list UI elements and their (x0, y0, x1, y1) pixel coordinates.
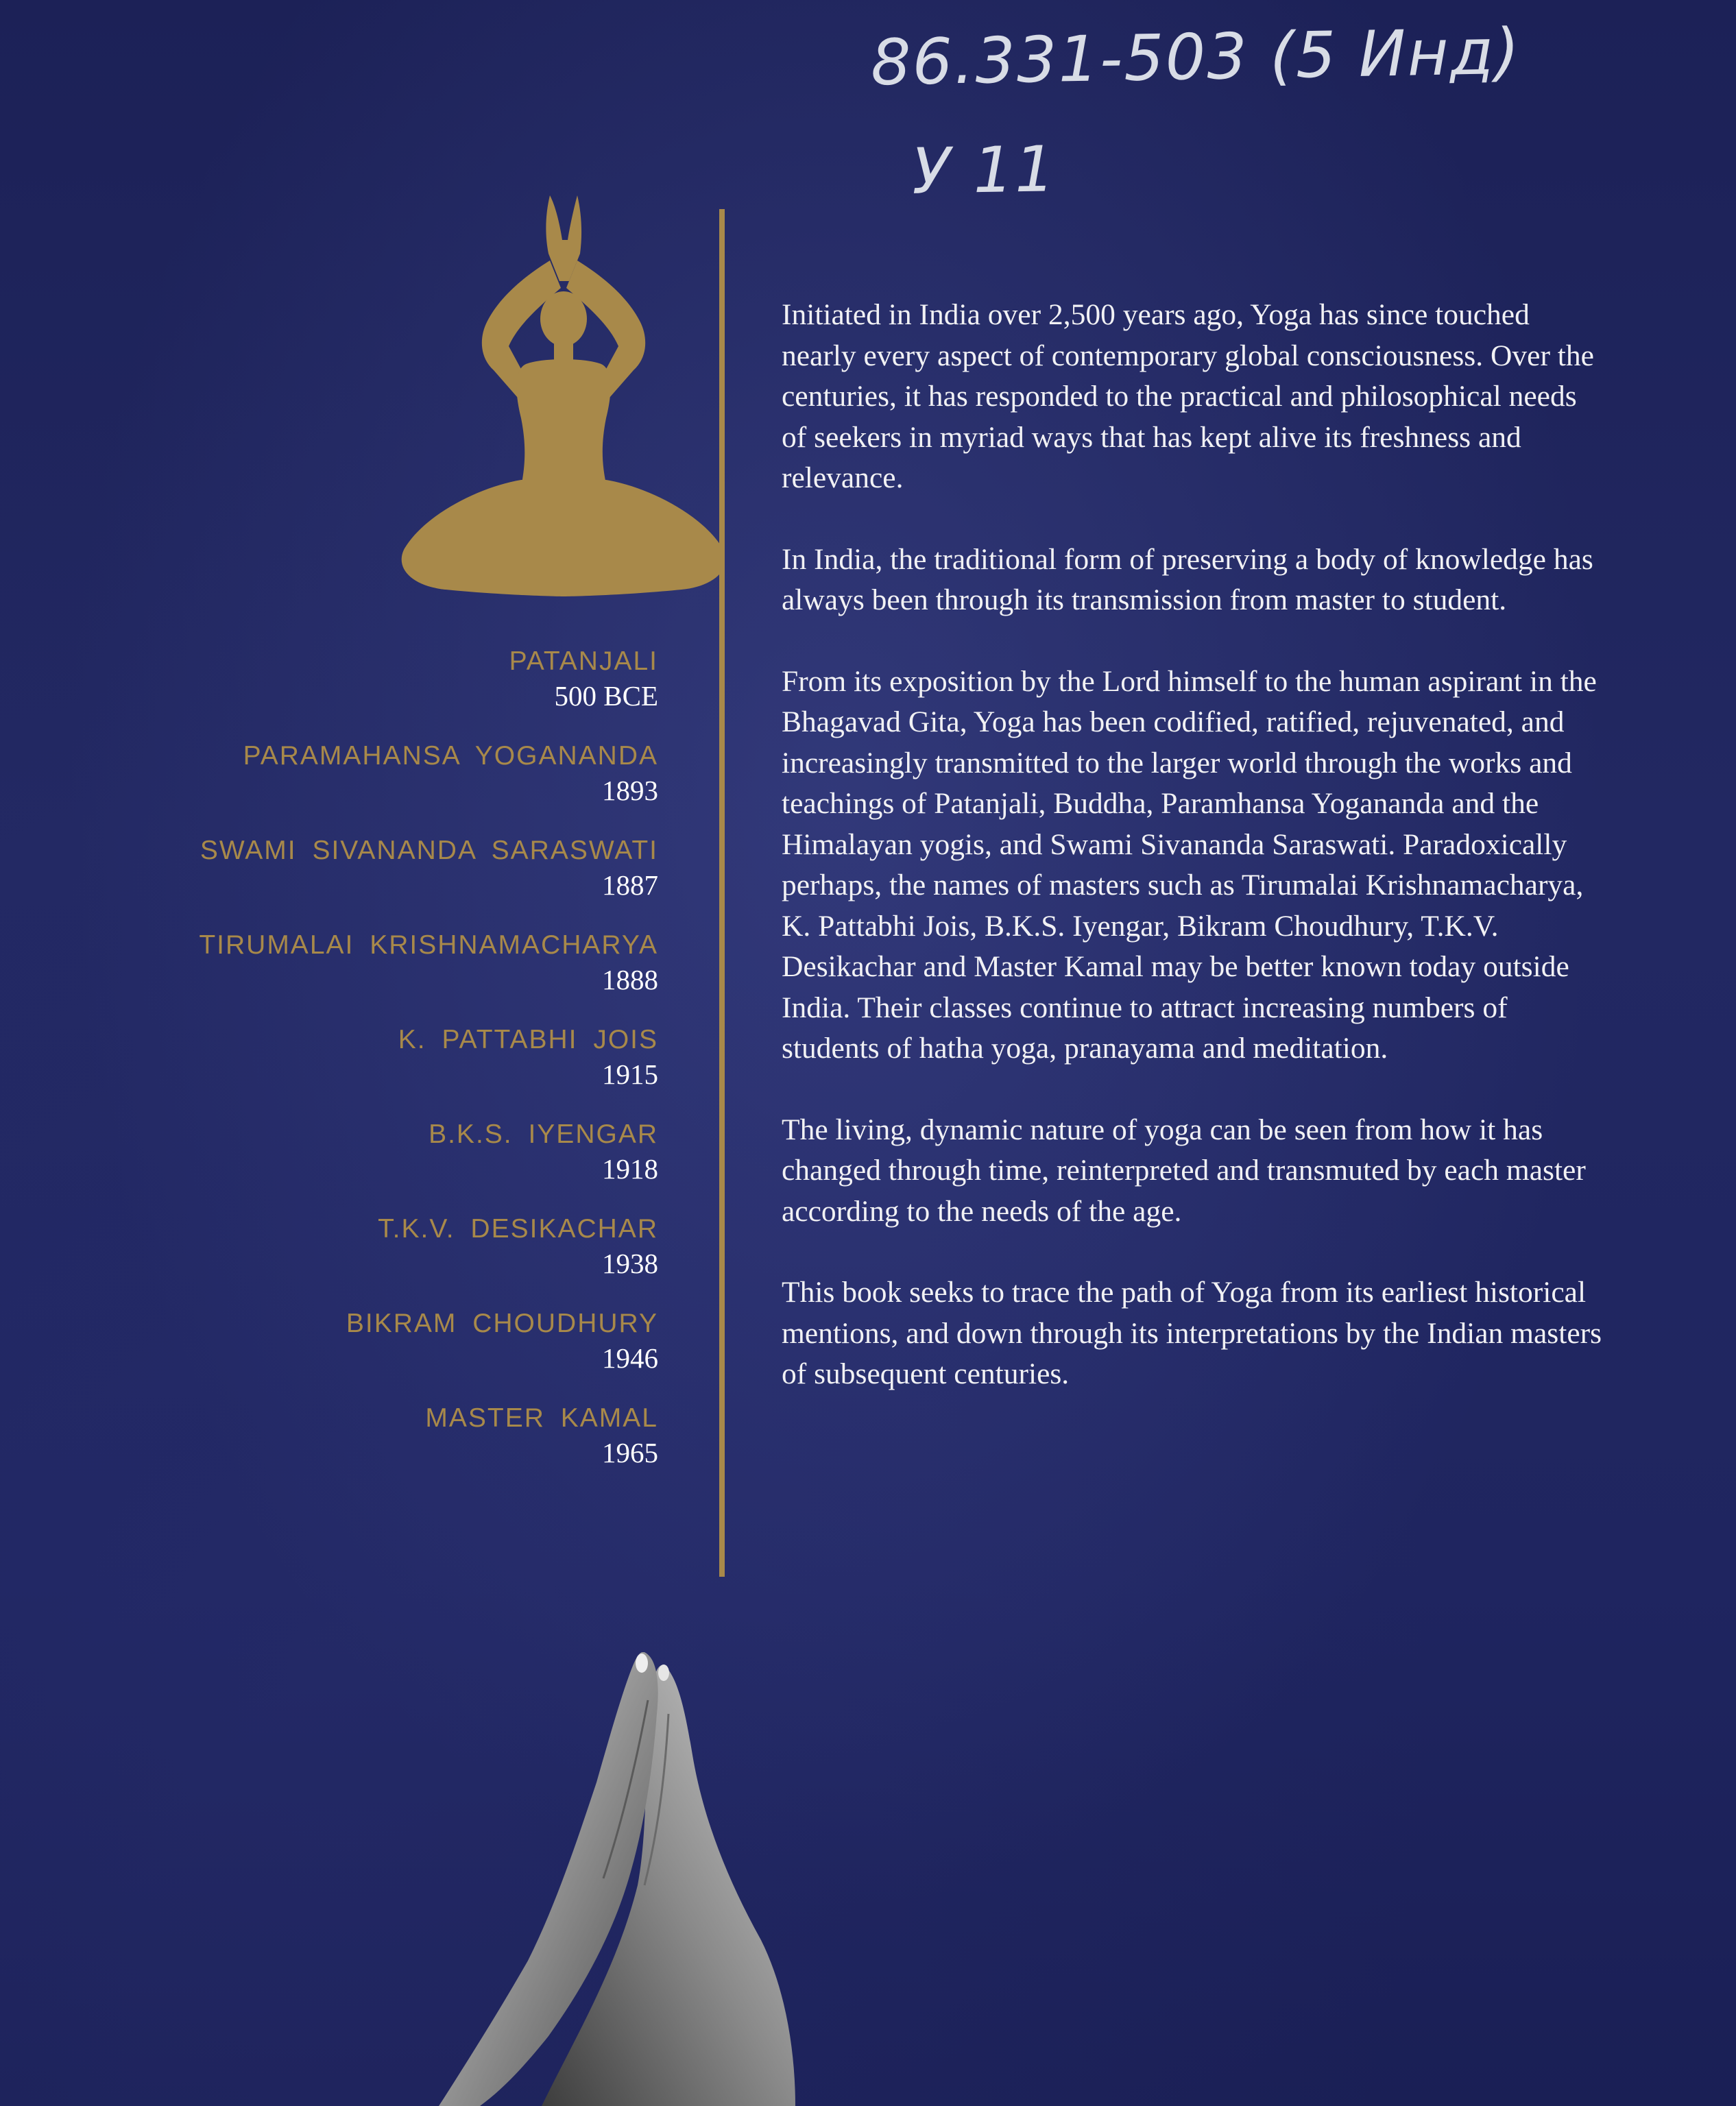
master-name: B.K.S. IYENGAR (429, 1119, 658, 1149)
master-year: 500 BCE (554, 680, 658, 712)
blurb-paragraph: The living, dynamic nature of yoga can be seen from how it has changed through time, reinterpreted and transmuted by each master according to the needs of the age. (782, 1113, 1586, 1228)
blurb-paragraph: This book seeks to trace the path of Yoga from its earliest historical mentions, and down through its interpretations by the Indian masters of subsequent centuries. (782, 1276, 1602, 1390)
master-year: 1915 (602, 1058, 658, 1090)
shelfmark-line-2: У 11 (911, 132, 1057, 208)
yogi-silhouette-icon (398, 192, 720, 603)
master-entry (82, 1307, 658, 1375)
blurb-paragraph: In India, the traditional form of preserving a body of knowledge has always been through its transmission from master to student. (782, 542, 1593, 616)
master-entry (82, 644, 658, 713)
master-year: 1893 (602, 775, 658, 806)
praying-hands-image (439, 1652, 795, 2106)
master-year: 1965 (602, 1437, 658, 1468)
vertical-divider (719, 209, 725, 1577)
master-name: SWAMI SIVANANDA SARASWATI (200, 836, 658, 865)
master-name: BIKRAM CHOUDHURY (346, 1309, 658, 1338)
handwritten-shelfmark-code (911, 132, 1057, 208)
master-year: 1918 (602, 1153, 658, 1185)
blurb-paragraph: Initiated in India over 2,500 years ago, Yoga has since touched nearly every aspect of contemporary global consciousness. Over the centuries, it has responded to the practical and philosophical needs of seekers in myriad ways that has kept alive its freshness and relevance. (782, 298, 1594, 494)
master-year: 1887 (602, 869, 658, 901)
master-name: MASTER KAMAL (425, 1403, 658, 1433)
master-name: K. PATTABHI JOIS (398, 1025, 658, 1054)
blurb-paragraph: From its exposition by the Lord himself to the human aspirant in the Bhagavad Gita, Yoga has been codified, ratified, rejuvenated, and increasingly transmitted to the larger world through the works and teachings of Patanjali, Buddha, Paramhansa Yogananda and the Himalayan yogis, and Swami Sivananda Saraswati. Paradoxically perhaps, the names of masters such as Tirumalai Krishnamacharya, K. Pattabhi Jois, B.K.S. Iyengar, Bikram Choudhury, T.K.V. Desikachar and Master Kamal may be better known today outside India. Their classes continue to attract increasing numbers of students of hatha yoga, pranayama and meditation. (782, 664, 1597, 1065)
masters-timeline (82, 644, 658, 1496)
master-entry (82, 1212, 658, 1281)
master-year: 1946 (602, 1342, 658, 1374)
master-entry (82, 739, 658, 808)
master-year: 1888 (602, 964, 658, 995)
master-name: PARAMAHANSA YOGANANDA (243, 741, 658, 771)
master-entry (82, 1401, 658, 1470)
master-name: TIRUMALAI KRISHNAMACHARYA (199, 930, 658, 960)
master-name: T.K.V. DESIKACHAR (378, 1214, 658, 1244)
handwritten-shelfmark (870, 15, 1521, 100)
master-entry (82, 834, 658, 902)
master-year: 1938 (602, 1248, 658, 1279)
shelfmark-line-1: 86.331-503 (5 Инд) (870, 14, 1521, 100)
master-entry (82, 928, 658, 997)
master-name: PATANJALI (509, 646, 658, 676)
blurb-text (782, 295, 1604, 1436)
master-entry (82, 1117, 658, 1186)
master-entry (82, 1023, 658, 1091)
